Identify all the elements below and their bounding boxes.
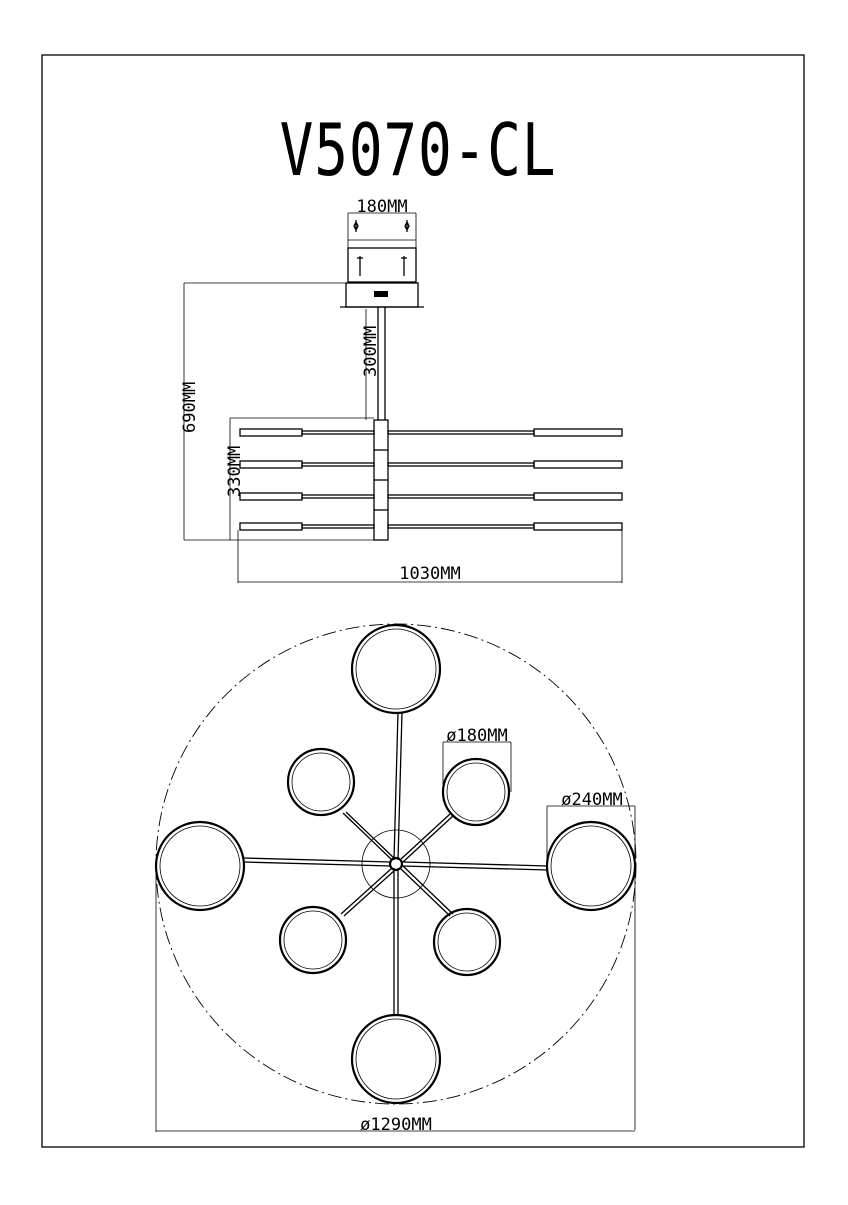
ring-lamp-lower-left [280,907,346,973]
overall-diameter-label: ø1290MM [360,1115,432,1135]
small-ring-diameter-label: ø180MM [446,726,508,746]
total-width-label: 1030MM [399,564,461,584]
ring-lamp-upper-left [288,749,354,815]
ring-lamp-upper-right [443,759,509,825]
top-view [156,624,636,1135]
arm-row-2 [240,461,622,468]
ring-lamp-bottom [352,1015,440,1103]
ring-lamp-left [156,822,244,910]
arm-row-3 [240,493,622,500]
arms-height-label: 330MM [225,445,245,497]
canopy [340,283,424,307]
side-view [180,197,622,584]
overall-diameter-dimension [156,866,635,1135]
total-width-dimension [238,530,622,584]
total-height-dimension [180,283,374,540]
radial-arms [243,712,548,1016]
large-ring-diameter-label: ø240MM [561,790,623,810]
outer-envelope-circle [156,624,636,1104]
arm-row-4 [240,523,622,530]
central-hub [374,420,388,540]
ring-lamp-right [547,822,635,910]
ring-lamp-lower-right [434,909,500,975]
rod-length-label: 300MM [361,325,381,377]
canopy-width-label: 180MM [356,197,408,217]
total-height-label: 690MM [180,381,200,433]
arm-row-1 [240,429,622,436]
ring-lamp-top [352,625,440,713]
model-title: V5070-CL [279,109,557,193]
mounting-bracket [348,220,416,282]
